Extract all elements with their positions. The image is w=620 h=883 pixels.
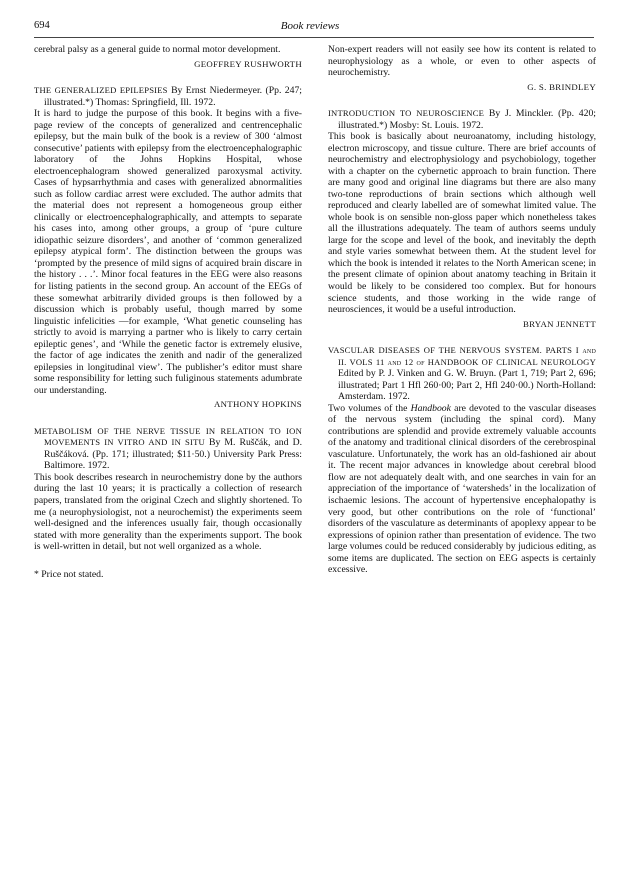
- left-column: [34, 44, 302, 580]
- review-heading: [34, 426, 302, 472]
- review-title: INTRODUCTION TO NEUROSCIENCE: [328, 108, 485, 119]
- review-title: THE GENERALIZED EPILEPSIES: [34, 84, 168, 95]
- header-rule: [34, 37, 594, 38]
- review-body: This book describes research in neurochemistry done by the authors during the last 10 years; it is practically a collection of research papers, translated from the original Czech and slightly shortened. To me (a neurophysiologist, not a neurochemist) the experiments seem well-designed and the inferences usually fair, though occasionally stated with more generality than the experiments support. The book is well-written in detail, but not well organized as a whole.: [34, 471, 302, 553]
- review-author: By M. Ruščák, and D. Ruščáková.: [44, 437, 302, 460]
- body-text: are devoted to the vascular diseases of the nervous system (including the spinal cord). Many contributions are splendid and provide extremely valuable accounts of the anatomy and traditional clinical disorders of the cerebrospinal vasculature. Unfortunately, the work has an old-fashioned air about it. The recent major advances in knowledge about cerebral blood flow are not adequately dealt with, and one searches in vain for an appreciation of the importance of ‘watersheds’ in the localization of ischaemic lesions. The account of hypertensive encephalopathy is very good, but other contributions on the role of ‘functional’ disorders of the vasculature as determinants of apoplexy appear to be expressions of opinion rather than presentation of evidence. The two large volumes could be reduced considerably by judicious editing, as some items are duplicated. The section on EEG aspects is certainly excessive.: [328, 402, 596, 576]
- review-details: (Pp. 247; illustrated.*) Thomas: Springfield, Ill. 1972.: [44, 84, 303, 108]
- review-details: (Pp. 420; illustrated.*) Mosby: St. Louis. 1972.: [338, 108, 596, 131]
- reviewer-signature: ANTHONY HOPKINS: [214, 399, 302, 410]
- review-author: By Ernst Niedermeyer.: [171, 84, 263, 96]
- review-body: [328, 403, 596, 576]
- review-body: This book is basically about neuroanatomy, including histology, electron microscopy, and tissue culture. There are brief accounts of neurochemistry and electrophysiology and psychobiology, together with a chapter on the cybernetic approach to brain function. There are many good and original line diagrams but there are also many two-tone reproductions of brain sections which although well reproduced and clearly labelled are of somewhat limited value. The whole book is on sensible non-gloss paper which nonetheless takes all the illustrations adequately. The team of authors seems unduly large for the scope and level of the book, and inevitably the depth and style varies somewhat between them. At the student level for which the book is intended it relates to the North American scene; in the present climate of opinion about anatomy teaching in Britain it would be likely to be considered too complex. But for honours science students, and those working in the wide range of neurosciences, it would be a useful introduction.: [328, 131, 596, 316]
- review-author: By J. Minckler.: [488, 108, 554, 120]
- footnote: * Price not stated.: [34, 568, 104, 580]
- review-heading: [328, 108, 596, 131]
- reviewer-signature: G. S. BRINDLEY: [527, 81, 596, 92]
- continuation-text: cerebral palsy as a general guide to normal motor development.: [34, 44, 281, 55]
- review-title: METABOLISM OF THE NERVE TISSUE IN RELATION TO ION MOVEMENTS IN VITRO AND IN SITU: [34, 425, 302, 448]
- body-text: Two volumes of the: [328, 402, 411, 414]
- right-column: [328, 44, 596, 576]
- review-title: VASCULAR DISEASES OF THE NERVOUS SYSTEM. PARTS I and II. VOLS 11 and 12 of HANDBOOK OF CLINICAL NEUROLOGY: [328, 345, 596, 367]
- review-body: It is hard to judge the purpose of this book. It begins with a five-page review of the concepts of generalized and centrencephalic epilepsy, but the main bulk of the book is a review of 300 ‘almost consecutive’ patients with epilepsy from the electroencephalographic laboratory of the Johns Hopkins Hospital, whose electroencephalogram showed generalized paroxysmal activity. Cases of hypsarrhythmia and cases with generalized abnormalities such as follow cardiac arrest were excluded. The author admits that the material does not represent a homogeneous group either clinically or electroencephalographically, and attempts to separate his cases into, among other groups, a group of ‘pure culture idiopathic seizure disorders’, and another of ‘common generalized epilepsy atypical form’. The distinction between the groups was ‘prompted by the presence of mild signs of acquired brain discare in the history . . .’. Minor focal features in the EEG were also reasons for listing patients in the second group. An account of the EEGs of these somewhat arbitrarily divided groups is then followed by a discussion which is probably useful, though marred by some linguistic infelicities —for example, ‘What genetic counseling has strictly to avoid is marrying a partner who is likely to carry certain epileptic genes’, and ‘While the genetic factor is extremely elusive, the factor of age indicates the zenith and nadir of the generalized epilepsies in longitudinal view’. The publisher’s editor must share some responsibility for letting such fuliginous statements adumbrate our understanding.: [34, 108, 302, 396]
- body-italic-title: Handbook: [410, 402, 451, 414]
- reviewer-signature: GEOFFREY RUSHWORTH: [194, 58, 302, 69]
- review-details: (Pp. 171; illustrated; $11·50.) University Park Press: Baltimore. 1972.: [44, 448, 302, 472]
- reviewer-signature: BRYAN JENNETT: [522, 318, 596, 329]
- review-author: Edited by P. J. Vinken and G. W. Bruyn.: [338, 368, 497, 380]
- running-title: Book reviews: [280, 20, 340, 32]
- review-heading: [34, 85, 302, 108]
- continuation-text: Non-expert readers will not easily see how its content is related to neurophysiology as a whole, or even to other aspects of neurochemistry.: [328, 44, 596, 79]
- review-details: (Part 1, 719; Part 2, 696; illustrated; Part 1 Hfl 260·00; Part 2, Hfl 240·00.) North-Holland: Amsterdam. 1972.: [338, 368, 597, 403]
- page-number: 694: [34, 20, 50, 31]
- review-heading: [328, 345, 596, 403]
